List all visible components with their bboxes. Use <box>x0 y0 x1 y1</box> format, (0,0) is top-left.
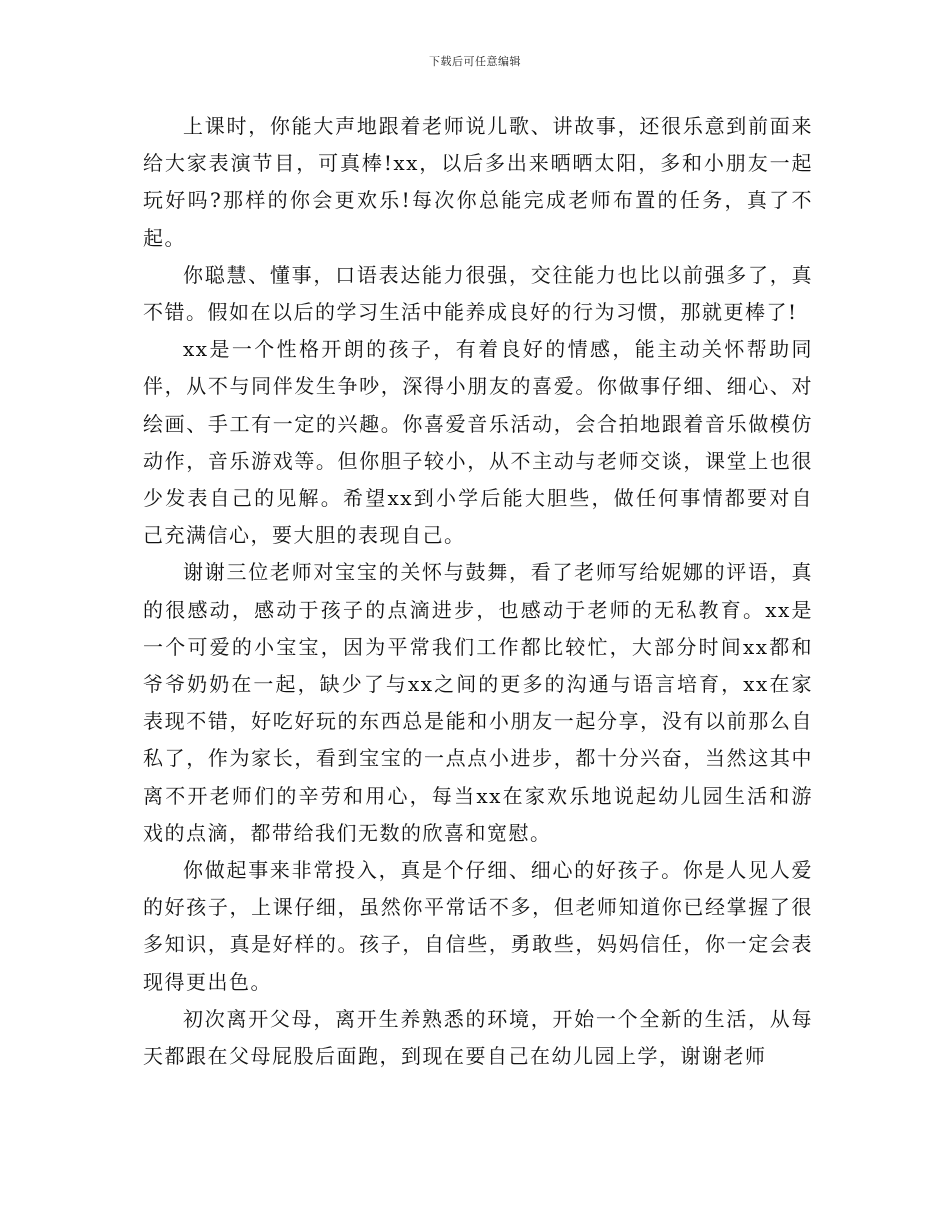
page-header-note: 下载后可任意编辑 <box>429 55 521 68</box>
paragraph: 你做起事来非常投入，真是个仔细、细心的好孩子。你是人见人爱的好孩子，上课仔细，虽然你平常话不多，但老师知道你已经掌握了很多知识，真是好样的。孩子，自信些，勇敢些，妈妈信任，你一定会表现得更出色。 <box>143 858 813 994</box>
paragraph: xx是一个性格开朗的孩子，有着良好的情感，能主动关怀帮助同伴，从不与同伴发生争吵，深得小朋友的喜爱。你做事仔细、细心、对绘画、手工有一定的兴趣。你喜爱音乐活动，会合拍地跟着音乐做模仿动作，音乐游戏等。但你胆子较小，从不主动与老师交谈，课堂上也很少发表自己的见解。希望xx到小学后能大胆些，做任何事情都要对自己充满信心，要大胆的表现自己。 <box>143 337 813 548</box>
paragraph: 初次离开父母，离开生养熟悉的环境，开始一个全新的生活，从每天都跟在父母屁股后面跑，到现在要自己在幼儿园上学，谢谢老师 <box>143 1006 813 1069</box>
paragraph: 谢谢三位老师对宝宝的关怀与鼓舞，看了老师写给妮娜的评语，真的很感动，感动于孩子的点滴进步，也感动于老师的无私教育。xx是一个可爱的小宝宝，因为平常我们工作都比较忙，大部分时间xx都和爷爷奶奶在一起，缺少了与xx之间的更多的沟通与语言培育，xx在家表现不错，好吃好玩的东西总是能和小朋友一起分享，没有以前那么自私了，作为家长，看到宝宝的一点点小进步，都十分兴奋，当然这其中离不开老师们的辛劳和用心，每当xx在家欢乐地说起幼儿园生活和游戏的点滴，都带给我们无数的欣喜和宽慰。 <box>143 560 813 845</box>
document-body <box>143 108 813 1075</box>
paragraph: 你聪慧、懂事，口语表达能力很强，交往能力也比以前强多了，真不错。假如在以后的学习生活中能养成良好的行为习惯，那就更棒了! <box>143 262 813 325</box>
paragraph: 上课时，你能大声地跟着老师说儿歌、讲故事，还很乐意到前面来给大家表演节目，可真棒!xx，以后多出来晒晒太阳，多和小朋友一起玩好吗?那样的你会更欢乐!每次你总能完成老师布置的任务，真了不起。 <box>143 114 813 250</box>
